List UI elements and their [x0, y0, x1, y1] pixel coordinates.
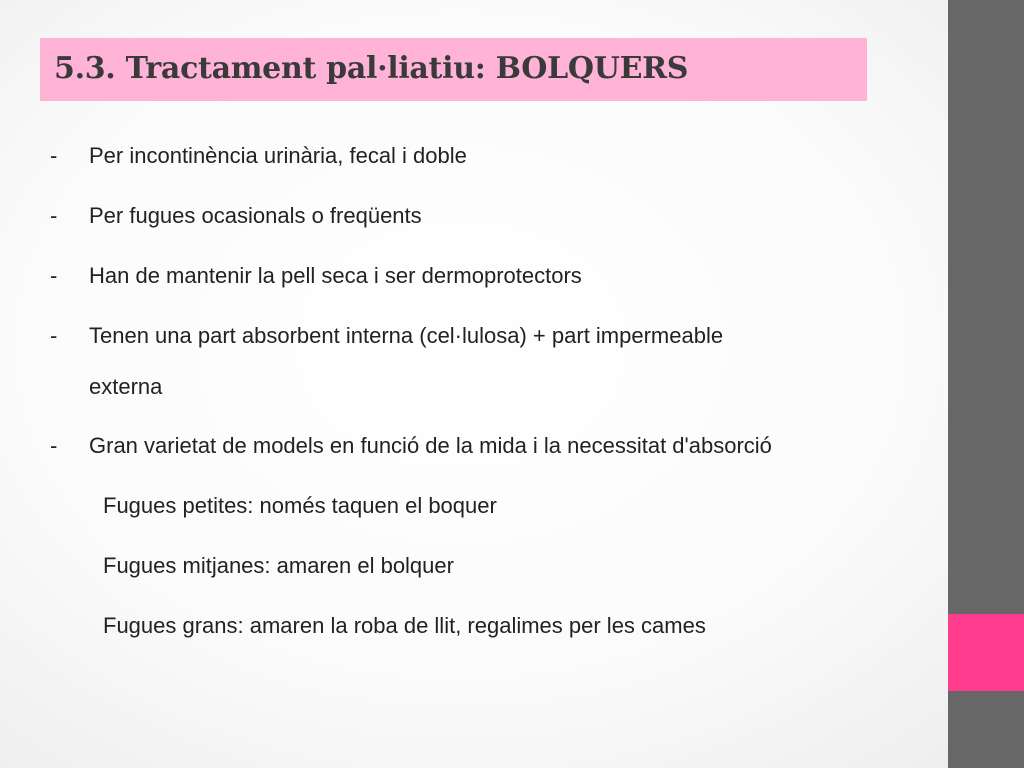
slide-title: 5.3. Tractament pal·liatiu: BOLQUERS: [54, 51, 689, 86]
bullet-item: Per fugues ocasionals o freqüents: [89, 203, 422, 228]
sub-item: Fugues petites: només taquen el boquer: [103, 493, 497, 518]
sub-item: Fugues mitjanes: amaren el bolquer: [103, 553, 454, 578]
bullet-marker: -: [50, 323, 58, 348]
sidebar-accent-block: [948, 614, 1024, 691]
sub-item: Fugues grans: amaren la roba de llit, regalimes per les cames: [103, 613, 706, 638]
bullet-item-continuation: externa: [89, 374, 163, 399]
bullet-marker: -: [50, 263, 58, 288]
bullet-item: Per incontinència urinària, fecal i doble: [89, 143, 467, 168]
bullet-marker: -: [50, 433, 58, 458]
bullet-marker: -: [50, 143, 58, 168]
bullet-item: Han de mantenir la pell seca i ser dermoprotectors: [89, 263, 582, 288]
bullet-item: Gran varietat de models en funció de la mida i la necessitat d'absorció: [89, 433, 772, 458]
bullet-item: Tenen una part absorbent interna (cel·lulosa) + part impermeable: [89, 323, 724, 348]
bullet-marker: -: [50, 203, 58, 228]
